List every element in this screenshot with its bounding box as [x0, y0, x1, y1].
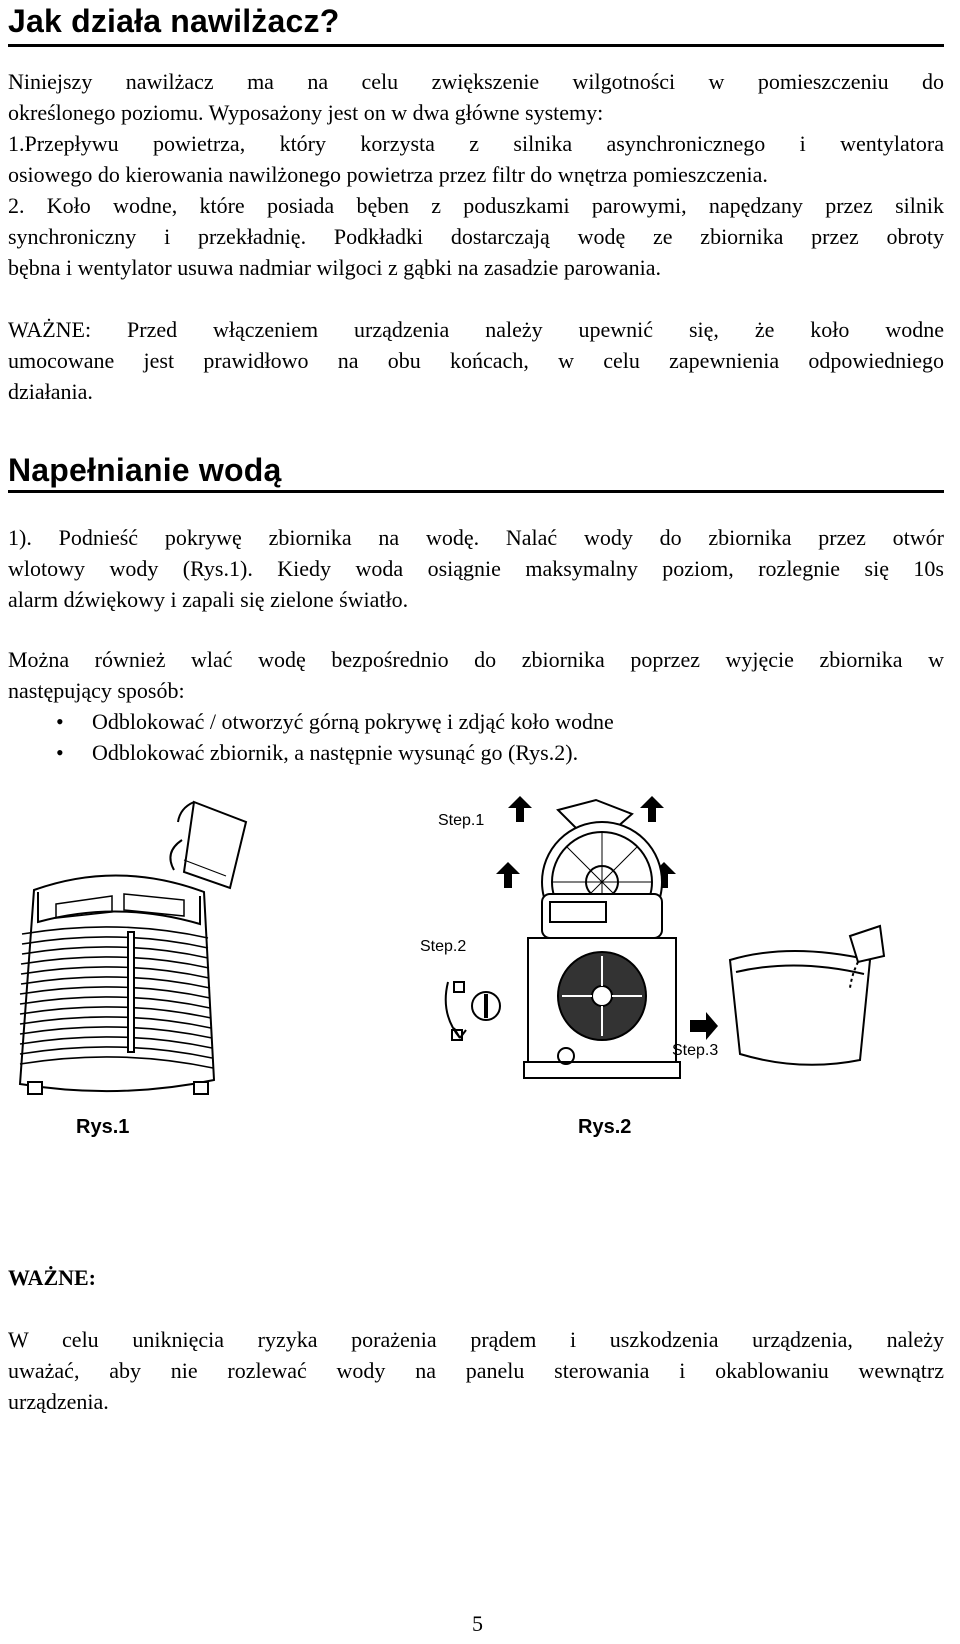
bullet-dot: • — [56, 709, 64, 734]
list-item — [8, 737, 944, 768]
text-line: alarm dźwiękowy i zapali się zielone światło. — [8, 587, 409, 612]
section-heading-filling: Napełnianie wodą — [8, 452, 282, 488]
text-line: bębna i wentylator usuwa nadmiar wilgoci z gąbki na zasadzie parowania. — [8, 255, 662, 280]
text-line: urządzenia. — [8, 1389, 109, 1414]
text-line: 2. Koło wodne, które posiada bęben z poduszkami parowymi, napędzany przez silnik — [8, 193, 944, 218]
heading-underline — [8, 490, 944, 493]
fill-instructions-paragraph — [8, 522, 944, 615]
figure-2-caption: Rys.2 — [578, 1116, 632, 1138]
text-line: określonego poziomu. Wyposażony jest on w dwa główne systemy: — [8, 100, 604, 125]
heading-underline — [8, 44, 944, 47]
text-line: WAŻNE: Przed włączeniem urządzenia należy upewnić się, że koło wodne — [8, 317, 944, 342]
list-item-text: Odblokować / otworzyć górną pokrywę i zdjąć koło wodne — [92, 709, 614, 734]
text-line: W celu uniknięcia ryzyka porażenia prądem i uszkodzenia urządzenia, należy — [8, 1327, 944, 1352]
text-line: osiowego do kierowania nawilżonego powietrza przez filtr do wnętrza pomieszczenia. — [8, 162, 768, 187]
text-line: umocowane jest prawidłowo na obu końcach, w celu zapewnienia odpowiedniego — [8, 348, 944, 373]
step-bullet-list — [8, 706, 944, 768]
step-2-label: Step.2 — [420, 938, 467, 955]
page-number: 5 — [472, 1611, 483, 1636]
tank-removal-illustration — [420, 792, 900, 1092]
text-line: wlotowy wody (Rys.1). Kiedy woda osiągnie maksymalny poziom, rozlegnie się 10s — [8, 556, 944, 581]
text-line: synchroniczny i przekładnię. Podkładki dostarczają wodę ze zbiornika przez obroty — [8, 224, 944, 249]
alternative-method-paragraph — [8, 644, 944, 706]
text-line: Można również wlać wodę bezpośrednio do zbiornika poprzez wyjęcie zbiornika w — [8, 647, 944, 672]
figure-1-caption: Rys.1 — [76, 1116, 130, 1138]
step-3-label: Step.3 — [672, 1042, 719, 1059]
section-heading-how-it-works: Jak działa nawilżacz? — [8, 3, 340, 39]
warning-paragraph — [8, 1324, 944, 1417]
text-line: następujący sposób: — [8, 678, 185, 703]
text-line: uważać, aby nie rozlewać wody na panelu sterowania i okablowaniu wewnątrz — [8, 1358, 944, 1383]
text-line: 1). Podnieść pokrywę zbiornika na wodę. Nalać wody do zbiornika przez otwór — [8, 525, 944, 550]
humidifier-fill-illustration — [8, 800, 268, 1120]
text-line: 1.Przepływu powietrza, który korzysta z silnika asynchronicznego i wentylatora — [8, 131, 944, 156]
list-item — [8, 706, 944, 737]
step-1-label: Step.1 — [438, 812, 485, 829]
text-line: działania. — [8, 379, 93, 404]
bullet-dot: • — [56, 740, 64, 765]
warning-title: WAŻNE: — [8, 1265, 97, 1290]
list-item-text: Odblokować zbiornik, a następnie wysunąć go (Rys.2). — [92, 740, 579, 765]
text-line: Niniejszy nawilżacz ma na celu zwiększenie wilgotności w pomieszczeniu do — [8, 69, 944, 94]
important-note-paragraph — [8, 314, 944, 407]
intro-paragraph — [8, 66, 944, 283]
